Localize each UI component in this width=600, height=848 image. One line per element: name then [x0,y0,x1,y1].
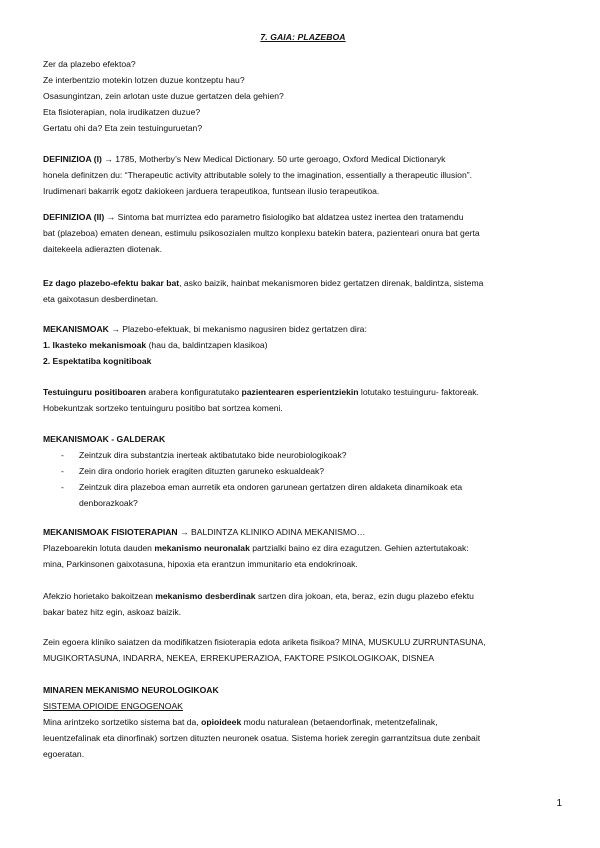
physio-text: → BALDINTZA KLINIKO ADINA MEKANISMO… [177,527,366,537]
single-effect-line: eta gaixotasun desberdinetan. [43,293,159,304]
physio-line-part: partzialki baino ez dira ezagutzen. Gehien aztertutakoak: [249,542,469,553]
definition-2-line: bat (plazeboa) ematen denean, estimulu psikosozialen multzo konplexu batekin batera, pazienteari onura bat gerta [43,227,480,238]
clinical-line: MUGIKORTASUNA, INDARRA, NEKEA, ERREKUPERAZIOA, FAKTORE PSIKOLOGIKOAK, DISNEA [43,652,435,663]
list-item-text: Zeintzuk dira substantzia inerteak aktibatutako bide neurobiologikoak? [79,449,347,460]
definition-2-label: DEFINIZIOA (II) [43,212,105,222]
physio-label: MEKANISMOAK FISIOTERAPIAN [43,527,178,537]
definition-1-line: Irudimenari bakarrik egotz dakiokeen jarduera terapeutikoa, funtsean ilusio terapeutikoa. [43,185,380,196]
list-item-text: Zeintzuk dira plazeboa eman aurretik eta ondoren garunean gertatzen diren aldaketa dinamikoak eta [79,481,463,492]
context-paragraph [43,385,558,417]
neuro-bold: opioideek [201,716,242,727]
list-item: - Zeintzuk dira substantzia inerteak aktibatutako bide neurobiologikoak? [61,449,347,460]
neuro-subheading: SISTEMA OPIOIDE ENGOGENOAK [43,700,183,711]
mechanism-item-1: 1. Ikasteko mekanismoak [43,339,147,350]
definition-1 [43,152,558,200]
neuro-line: leuentzefalinak eta dinorfinak) sortzen dituzten neuronek osatua. Sistema horiek zeregin garrantzitsua dute zenbait [43,732,481,743]
list-item-continuation [43,496,558,512]
neuro-line: egoeratan. [43,748,85,759]
neuro-line-part: modu naturalean (betaendorfinak, metentzefalinak, [241,716,438,727]
list-item: - Zeintzuk dira plazeboa eman aurretik eta ondoren garunean gertatzen diren aldaketa dinamikoak eta [61,481,463,492]
page-title: 7. GAIA: PLAZEBOA [260,32,346,42]
question-line: Eta fisioterapian, nola irudikatzen duzue? [43,106,201,117]
list-item: - Zein dira ondorio horiek eragiten dituzten garuneko eskualdeak? [61,465,325,476]
single-effect-paragraph [43,276,558,308]
mechanisms-label: MEKANISMOAK [43,324,109,334]
intro-questions [43,57,558,137]
mechanisms-text: → Plazebo-efektuak, bi mekanismo nagusiren bidez gertatzen dira: [108,324,367,334]
definition-1-text: → 1785, Motherby’s New Medical Dictionary. 50 urte geroago, Oxford Medical Dictionaryk [101,154,446,164]
question-line: Ze interbentzio motekin lotzen duzue kontzeptu hau? [43,74,245,85]
question-line: Zer da plazebo efektoa? [43,59,136,69]
definition-2-line: daitekeela adierazten diotenak. [43,243,162,254]
question-line: Gertatu ohi da? Eta zein testuinguruetan? [43,122,203,133]
context-text-2: lotutako testuinguru- faktoreak. [358,387,479,397]
physio-mechanisms-section [43,525,558,573]
neuro-line-part: Mina arintzeko sortzetiko sistema bat da, [43,716,202,727]
clinical-line: Zein egoera kliniko saiatzen da modifikatzen fisioterapia edota ariketa fisikoa? MINA, MUSKULU ZURRUNTASUNA, [43,637,486,647]
definition-2 [43,210,558,258]
context-line: Hobekuntzak sortzeko tentuinguru positibo bat sortzea komeni. [43,402,283,413]
question-line: Osasungintzan, zein arlotan uste duzue gertatzen dela gehien? [43,90,284,101]
list-item-text: Zein dira ondorio horiek eragiten dituzten garuneko eskualdeak? [79,465,325,476]
list-item-text: denborazkoak? [79,497,138,508]
mechanism-questions-section [43,432,558,512]
clinical-paragraph [43,635,558,667]
single-effect-text: , asko baizik, hainbat mekanismoren bidez gertatzen direnak, baldintza, sistema [179,278,484,288]
physio-line-part: Plazeboarekin lotuta dauden [43,542,155,553]
single-effect-bold: Ez dago plazebo-efektu bakar bat [43,278,180,288]
effects-line-part: Afekzio horietako bakoitzean [43,591,156,601]
effects-paragraph [43,589,558,621]
mechanisms-section [43,322,558,370]
mechanism-questions-heading: MEKANISMOAK - GALDERAK [43,434,166,444]
mechanism-item-1-detail: (hau da, baldintzapen klasikoa) [146,339,268,350]
effects-bold: mekanismo desberdinak [155,591,256,601]
neuro-heading: MINAREN MEKANISMO NEUROLOGIKOAK [43,685,219,695]
effects-line: bakar batez hitz egin, askoaz baizik. [43,606,182,617]
neuro-mechanisms-section [43,683,558,763]
physio-line: mina, Parkinsonen gaixotasuna, hipoxia eta erantzun immunitario eta endokrinoak. [43,558,358,569]
context-text-1: arabera konfiguratutako [145,387,242,397]
page-number: 1 [556,798,562,809]
physio-bold: mekanismo neuronalak [154,542,250,553]
definition-1-line: honela definitzen du: “Therapeutic activity attributable solely to the imagination, essentially a therapeutic illusion”. [43,169,472,180]
effects-line-part: sartzen dira jokoan, eta, beraz, ezin dugu plazebo efektu [255,591,474,601]
context-bold-2: pazientearen esperientziekin [241,387,359,397]
definition-1-label: DEFINIZIOA (I) [43,154,102,164]
mechanism-item-2: 2. Espektatiba kognitiboak [43,355,152,366]
definition-2-text: → Sintoma bat murriztea edo parametro fisiologiko bat aldatzea ustez inertea den tratamendu [104,212,464,222]
context-bold-1: Testuinguru positiboaren [43,387,146,397]
